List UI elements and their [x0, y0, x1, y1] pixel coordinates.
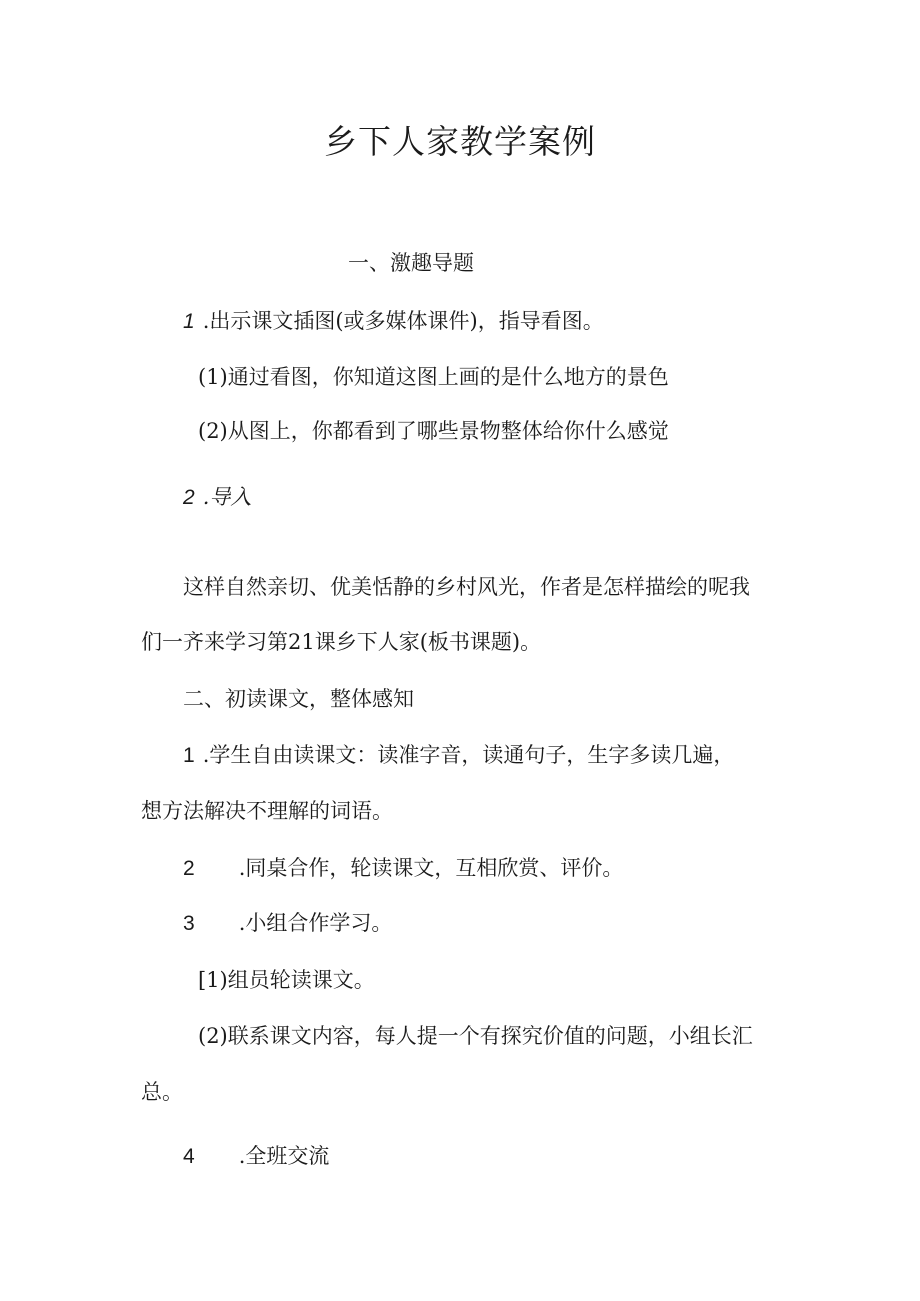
item-number: 4 — [183, 1145, 195, 1168]
item-number: 1 — [183, 310, 195, 333]
list-item — [183, 306, 604, 337]
paragraph-line: 总。 — [141, 1080, 183, 1104]
item-number: 2 — [183, 857, 195, 880]
sub-item: (2)联系课文内容，每人提一个有探究价值的问题，小组长汇 — [198, 1024, 753, 1048]
paragraph-line: 们一齐来学习第21课乡下人家(板书课题)。 — [141, 630, 542, 654]
section-heading-1: 一、激趣导题 — [348, 251, 474, 275]
item-text: .出示课文插图(或多媒体课件)，指导看图。 — [202, 309, 604, 333]
list-item — [183, 1141, 329, 1172]
item-text: .小组合作学习。 — [238, 911, 393, 935]
item-text: .学生自由读课文：读准字音，读通句子，生字多读几遍， — [202, 743, 735, 767]
item-text: .同桌合作，轮读课文，互相欣赏、评价。 — [238, 856, 624, 880]
item-text: .全班交流 — [238, 1144, 330, 1168]
list-item — [183, 853, 623, 884]
page-title: 乡下人家教学案例 — [324, 122, 596, 161]
section-heading-2: 二、初读课文，整体感知 — [183, 687, 414, 711]
paragraph-line: 想方法解决不理解的词语。 — [141, 799, 393, 823]
sub-item: (1)通过看图，你知道这图上画的是什么地方的景色 — [198, 365, 669, 389]
sub-item: (2)从图上，你都看到了哪些景物整体给你什么感觉 — [198, 419, 669, 443]
list-item — [183, 740, 734, 771]
item-number: 1 — [183, 744, 195, 767]
item-number: 3 — [183, 912, 195, 935]
paragraph-line: 这样自然亲切、优美恬静的乡村风光，作者是怎样描绘的呢我 — [183, 575, 750, 599]
sub-item: [1)组员轮读课文。 — [198, 968, 375, 992]
item-text: .导入 — [202, 485, 252, 509]
list-item — [183, 482, 251, 513]
item-number: 2 — [183, 486, 195, 509]
list-item — [183, 908, 392, 939]
